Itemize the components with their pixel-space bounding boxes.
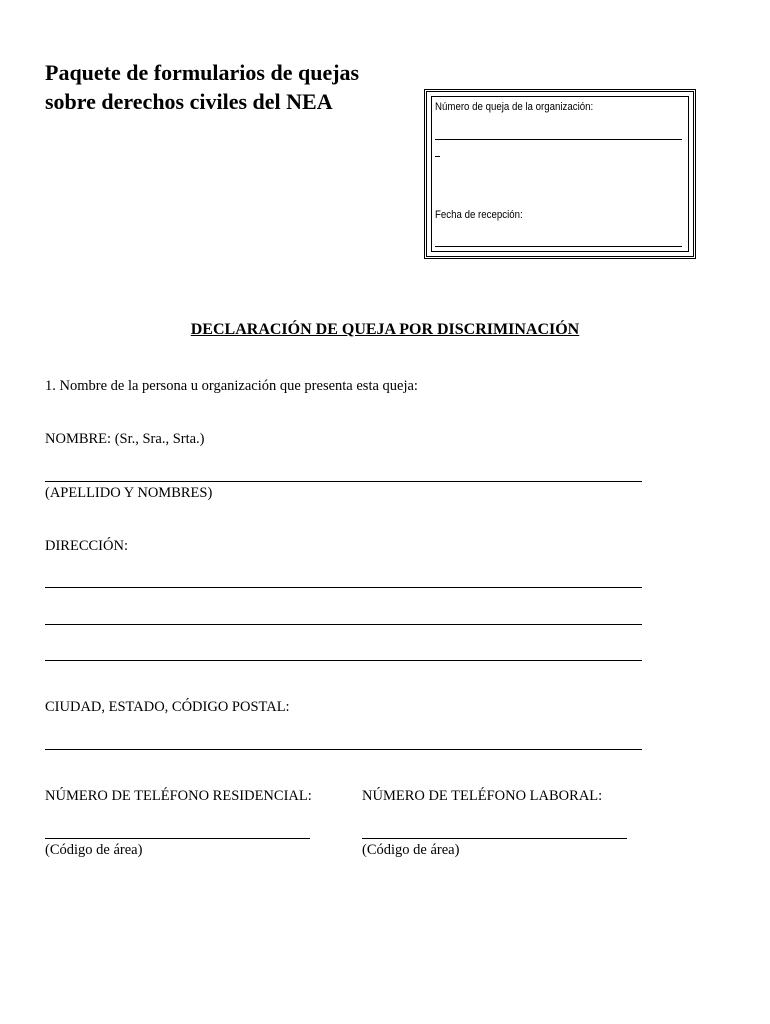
complaint-number-field[interactable] (435, 139, 682, 140)
work-phone-label: NÚMERO DE TELÉFONO LABORAL: (362, 788, 603, 804)
name-hint: (APELLIDO Y NOMBRES) (45, 485, 213, 501)
document-title (45, 58, 359, 116)
work-phone-field[interactable] (362, 838, 627, 839)
title-line-1: Paquete de formularios de quejas (45, 60, 360, 85)
office-use-box-inner (431, 96, 689, 252)
address-label: DIRECCIÓN: (45, 538, 128, 554)
form-heading: DECLARACIÓN DE QUEJA POR DISCRIMINACIÓN (190, 321, 580, 338)
city-state-zip-field[interactable] (45, 749, 642, 750)
home-phone-label: NÚMERO DE TELÉFONO RESIDENCIAL: (45, 788, 312, 804)
title-line-2: sobre derechos civiles del NEA (45, 89, 333, 114)
name-label: NOMBRE: (Sr., Sra., Srta.) (45, 431, 205, 447)
address-field-line-3[interactable] (45, 660, 642, 661)
received-date-label: Fecha de recepción: (435, 209, 523, 221)
address-field-line-1[interactable] (45, 587, 642, 588)
work-area-code-hint: (Código de área) (362, 842, 460, 858)
office-use-box (424, 89, 696, 259)
home-area-code-hint: (Código de área) (45, 842, 143, 858)
question-1-label: 1. Nombre de la persona u organización que presenta esta queja: (45, 378, 418, 394)
address-field-line-2[interactable] (45, 624, 642, 625)
name-field[interactable] (45, 481, 642, 482)
complaint-number-label: Número de queja de la organización: (435, 101, 594, 113)
received-date-field[interactable] (435, 246, 682, 247)
complaint-number-field-continuation (435, 156, 440, 157)
home-phone-field[interactable] (45, 838, 310, 839)
city-state-zip-label: CIUDAD, ESTADO, CÓDIGO POSTAL: (45, 699, 290, 715)
